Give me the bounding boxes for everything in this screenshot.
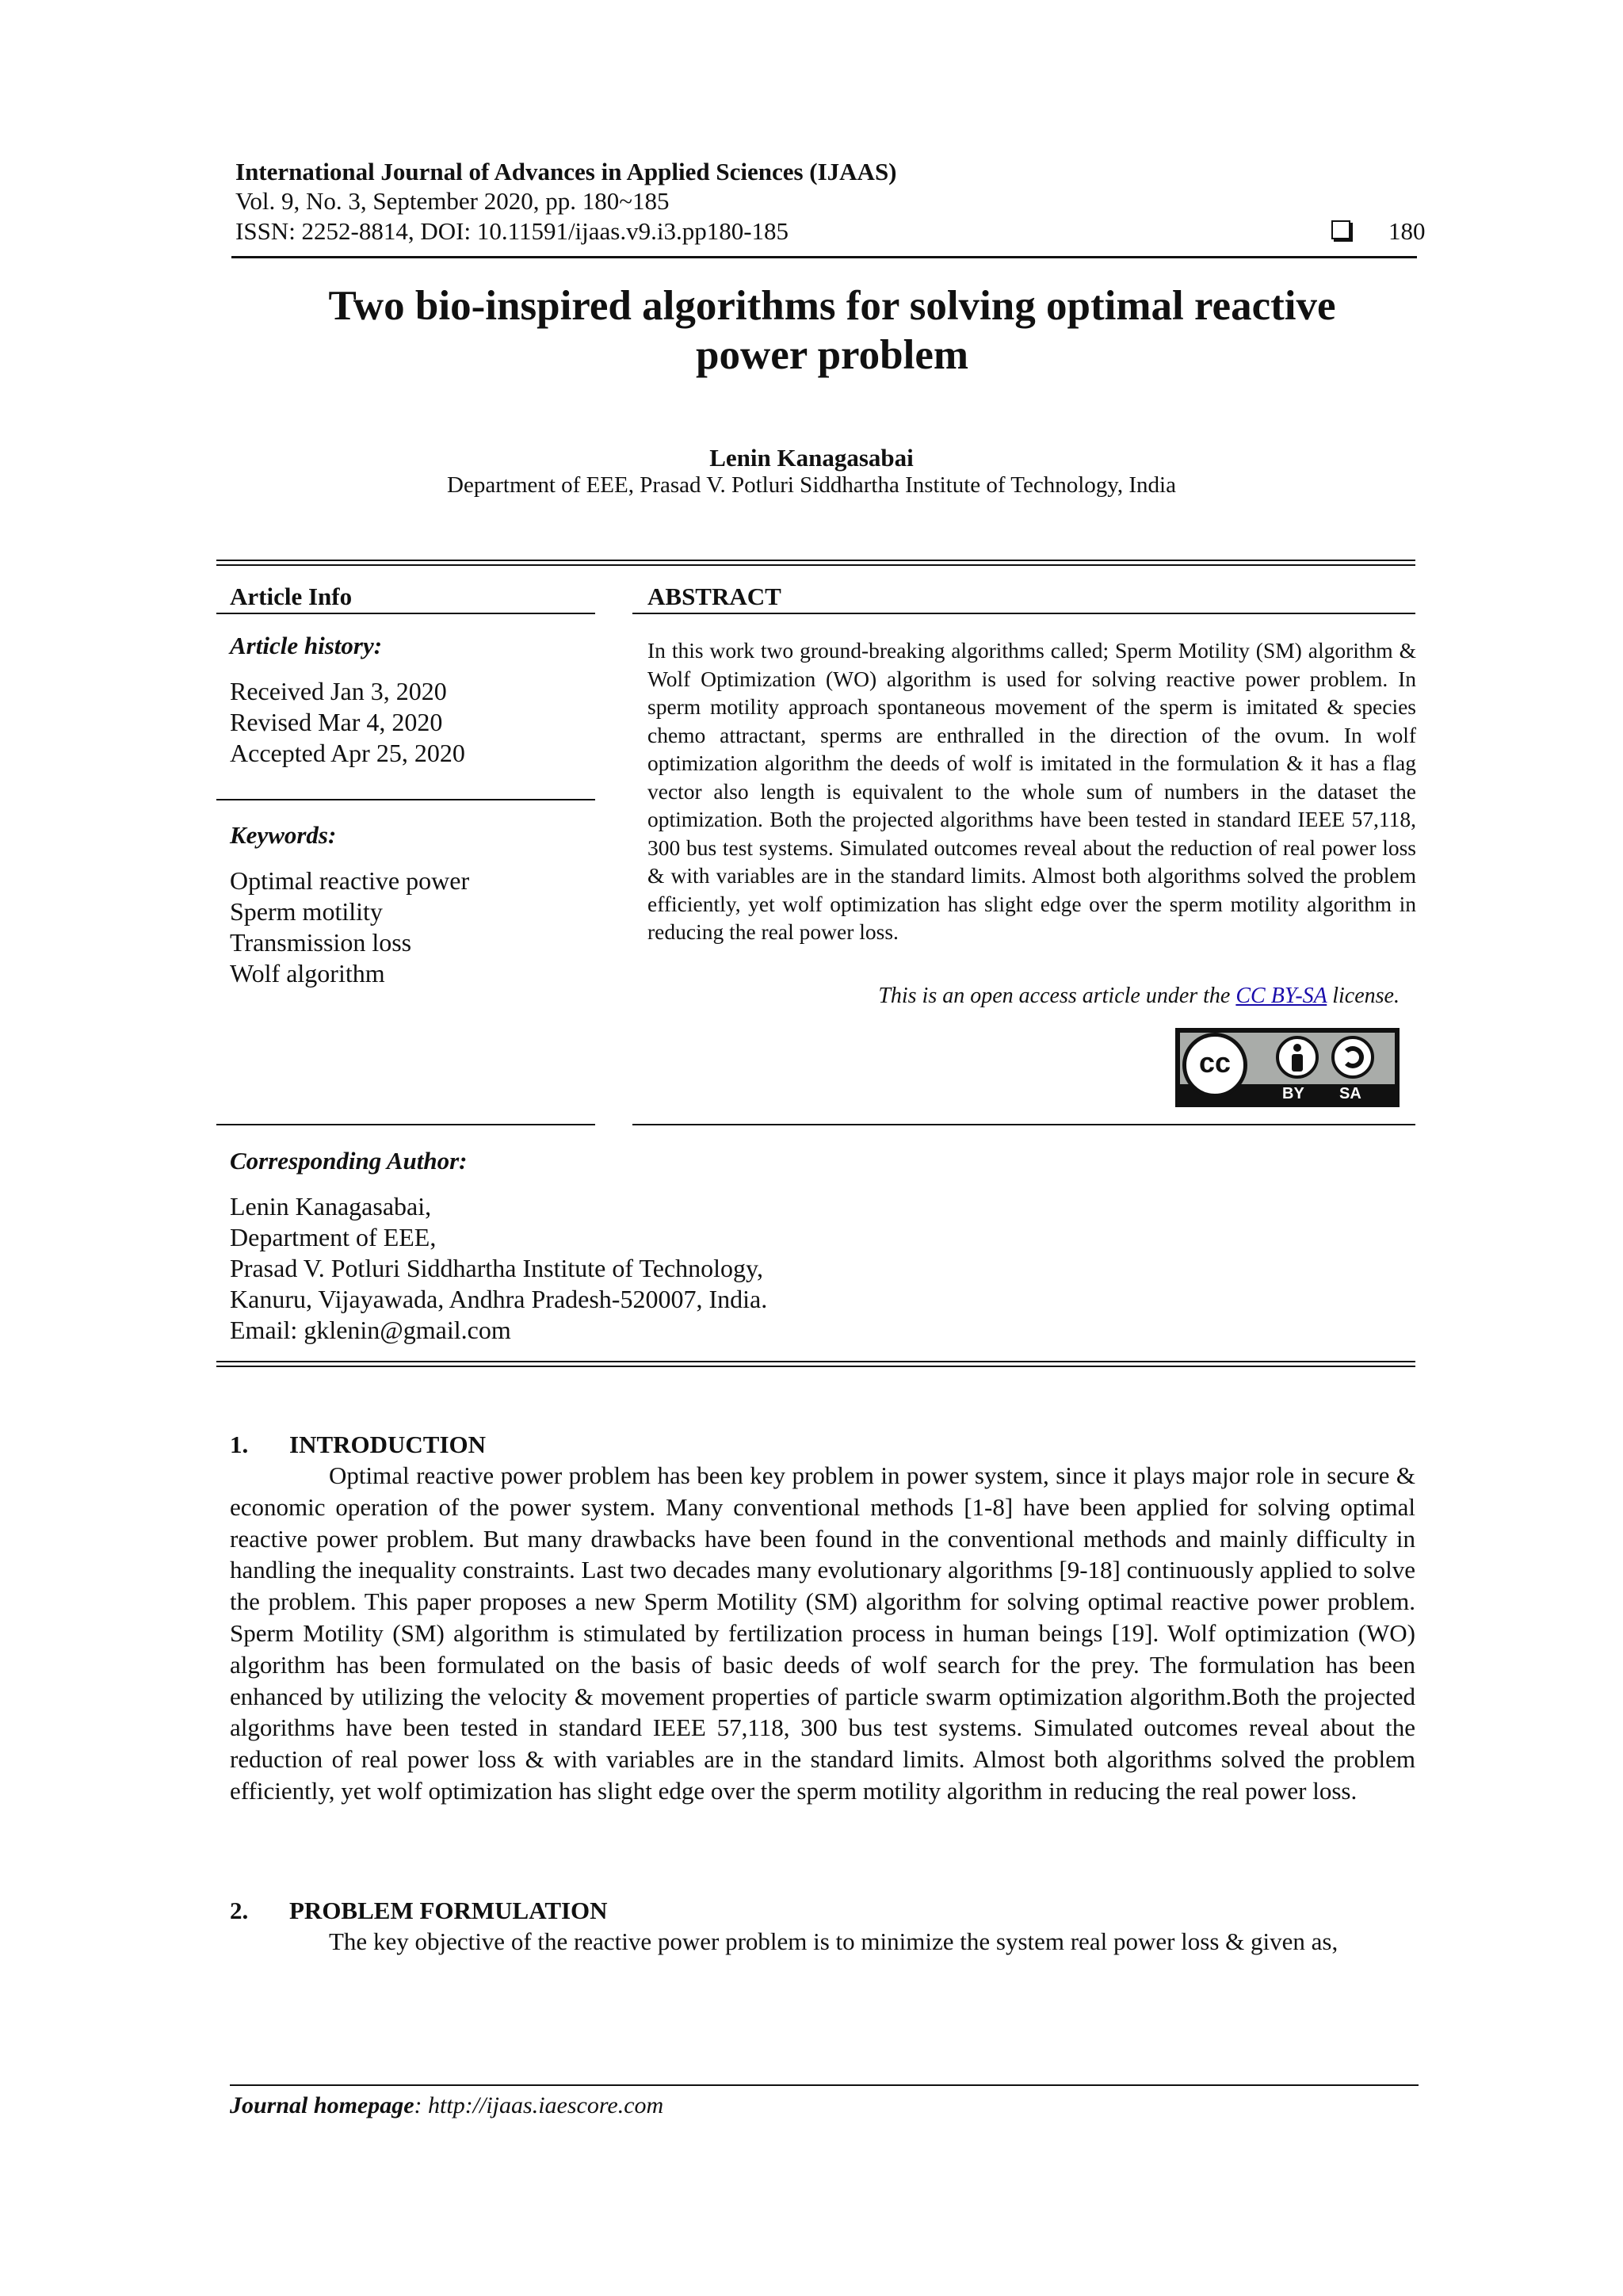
paper-title	[198, 281, 1466, 380]
corresponding-line: Department of EEE,	[230, 1223, 437, 1251]
keywords-heading: Keywords:	[230, 821, 337, 849]
abstract-text: In this work two ground-breaking algorithms called; Sperm Motility (SM) algorithm & Wolf Optimization (WO) algorithm is used for solving reactive power problem. In sperm motility approach spontaneous movement of the sperm is imitated & species chemo attractant, sperms are enthralled in the direction of the ovum. In wolf optimization algorithm the deeds of wolf is imitated in the formulation & it has a flag vector also length is equivalent to the whole sum of numbers in the dataset the optimization. Both the projected algorithms have been tested in standard IEEE 57,118, 300 bus test systems. Simulated outcomes reveal about the reduction of real power loss & with variables are in the standard limits. Almost both algorithms solved the problem efficiently, yet wolf optimization has slight edge over the sperm motility algorithm in reducing the real power loss.	[647, 638, 1416, 944]
license-suffix: license.	[1327, 984, 1400, 1008]
badge-sa-label: SA	[1339, 1085, 1361, 1102]
abstract-rule	[632, 613, 1415, 614]
cc-by-sa-badge	[1175, 1028, 1400, 1107]
author-affiliation: Department of EEE, Prasad V. Potluri Siddhartha Institute of Technology, India	[447, 472, 1176, 498]
header-rule	[231, 256, 1417, 258]
article-info-heading: Article Info	[230, 583, 353, 610]
corresponding-author-heading: Corresponding Author:	[230, 1147, 468, 1175]
attribution-person-icon	[1276, 1036, 1319, 1079]
license-statement	[634, 984, 1400, 1009]
cc-icon	[1182, 1033, 1247, 1098]
volume-line: Vol. 9, No. 3, September 2020, pp. 180~185	[235, 187, 670, 215]
corresponding-email: Email: gklenin@gmail.com	[230, 1316, 511, 1344]
cc-icon-text: cc	[1198, 1046, 1232, 1079]
corresponding-line: Prasad V. Potluri Siddhartha Institute of Technology,	[230, 1254, 763, 1282]
checkbox-square-icon	[1331, 220, 1350, 239]
section-title: PROBLEM FORMULATION	[289, 1897, 608, 1924]
keyword-item: Wolf algorithm	[230, 959, 385, 988]
corresponding-line: Kanuru, Vijayawada, Andhra Pradesh-520007, India.	[230, 1285, 768, 1313]
person-body	[1292, 1054, 1303, 1072]
footer-rule	[230, 2084, 1419, 2086]
journal-name: International Journal of Advances in Applied Sciences (IJAAS)	[235, 158, 897, 185]
section-heading-introduction	[230, 1431, 486, 1459]
page-number: 180	[1388, 217, 1426, 245]
section-title: INTRODUCTION	[289, 1431, 487, 1458]
keyword-item: Optimal reactive power	[230, 866, 470, 895]
author-name: Lenin Kanagasabai	[709, 444, 914, 472]
issn-line: ISSN: 2252-8814, DOI: 10.11591/ijaas.v9.i3.pp180-185	[235, 217, 789, 245]
title-line-2: power problem	[695, 332, 968, 378]
abstract-heading: ABSTRACT	[647, 583, 781, 610]
badge-by-label: BY	[1282, 1085, 1304, 1102]
article-info-rule	[216, 613, 595, 614]
keyword-item: Sperm motility	[230, 897, 383, 926]
footer-label: Journal homepage	[230, 2092, 414, 2118]
corresponding-author-details	[230, 1191, 767, 1346]
history-accepted: Accepted Apr 25, 2020	[230, 739, 465, 767]
left-column-bottom-rule	[216, 1124, 595, 1125]
keywords-list	[230, 865, 469, 989]
journal-homepage-url[interactable]: : http://ijaas.iaescore.com	[414, 2092, 664, 2118]
license-prefix: This is an open access article under the	[878, 984, 1236, 1008]
share-alike-icon	[1331, 1036, 1374, 1079]
info-box-bottom-rule	[216, 1361, 1415, 1367]
footer	[230, 2092, 663, 2119]
history-rule	[216, 799, 595, 800]
problem-formulation-paragraph: The key objective of the reactive power problem is to minimize the system real power loss & given as,	[329, 1927, 1338, 1955]
corresponding-line: Lenin Kanagasabai,	[230, 1192, 432, 1221]
history-list	[230, 676, 465, 769]
introduction-paragraph: Optimal reactive power problem has been key problem in power system, since it plays major role in secure & economic operation of the power system. Many conventional methods [1-8] have been applied for solving optimal reactive power problem. But many drawbacks have been found in the conventional methods and mainly difficulty in handling the inequality constraints. Last two decades many evolutionary algorithms [9-18] continuously applied to solve the problem. This paper proposes a new Sperm Motility (SM) algorithm for solving optimal reactive power problem. Sperm Motility (SM) algorithm is stimulated by fertilization process in human beings [19]. Wolf optimization (WO) algorithm has been formulated on the basis of basic deeds of wolf search for the prey. The formulation has been enhanced by utilizing the velocity & movement properties of particle swarm optimization algorithm.Both the projected algorithms have been tested in standard IEEE 57,118, 300 bus test systems. Simulated outcomes reveal about the reduction of real power loss & with variables are in the standard limits. Almost both algorithms solved the problem efficiently, yet wolf optimization has slight edge over the sperm motility algorithm in reducing the real power loss.	[230, 1461, 1415, 1805]
person-head	[1293, 1044, 1301, 1052]
history-received: Received Jan 3, 2020	[230, 677, 447, 705]
article-history-heading: Article history:	[230, 632, 383, 659]
section-heading-problem-formulation	[230, 1897, 608, 1925]
section-number: 1.	[230, 1431, 249, 1458]
title-line-1: Two bio-inspired algorithms for solving optimal reactive	[328, 283, 1336, 329]
section-number: 2.	[230, 1897, 249, 1924]
info-box-top-rule	[216, 560, 1415, 566]
cc-by-sa-link[interactable]: CC BY-SA	[1235, 984, 1327, 1008]
keyword-item: Transmission loss	[230, 928, 412, 957]
history-revised: Revised Mar 4, 2020	[230, 708, 443, 736]
right-column-bottom-rule	[632, 1124, 1415, 1125]
share-alike-arc	[1342, 1046, 1364, 1068]
